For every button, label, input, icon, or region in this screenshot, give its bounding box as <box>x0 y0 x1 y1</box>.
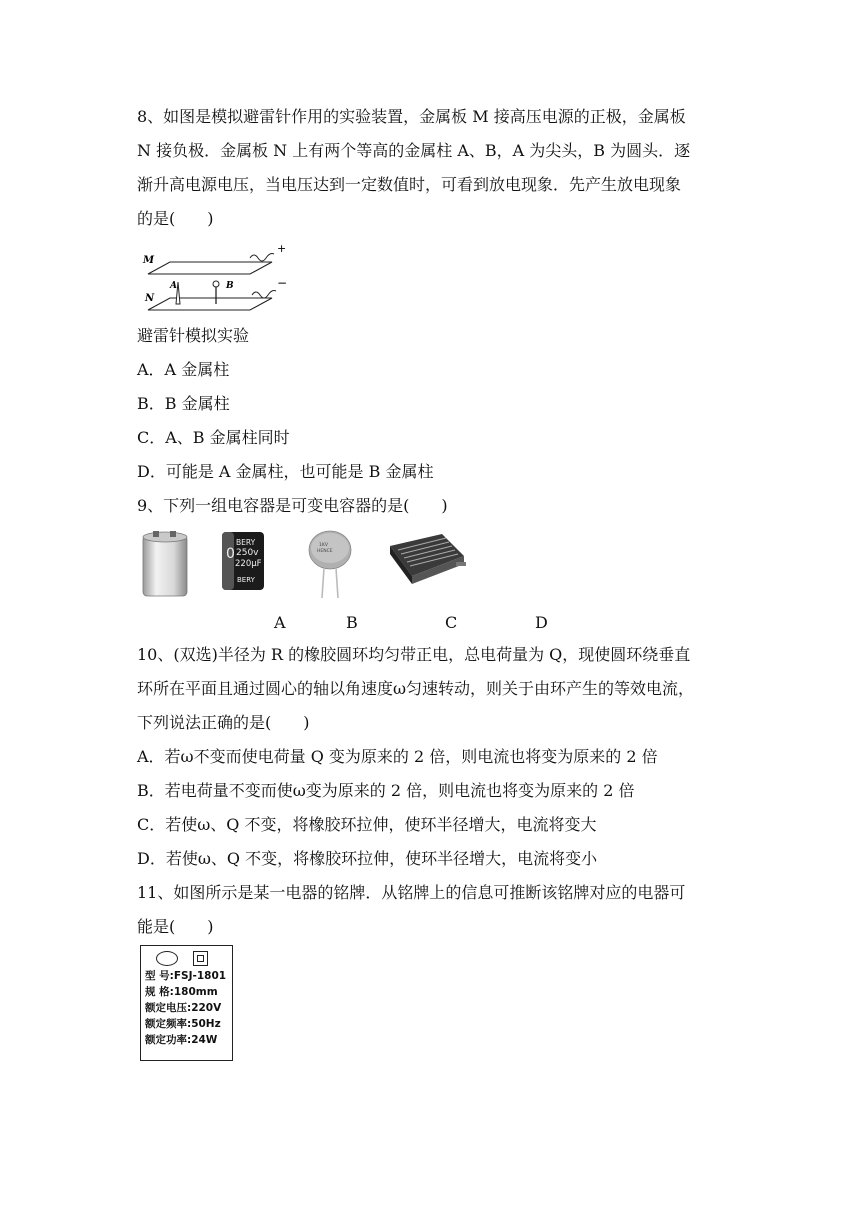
q10-option-d: D．若使ω、Q 不变，将橡胶环拉伸，使环半径增大，电流将变小 <box>137 849 598 868</box>
nameplate-symbols <box>141 946 232 968</box>
cap-b-brand: BERY <box>236 538 256 547</box>
nameplate-voltage: 额定电压:220V <box>145 1002 222 1014</box>
q10-option-b: B．若电荷量不变而使ω变为原来的 2 倍，则电流也将变为原来的 2 倍 <box>137 781 635 800</box>
cap-b-brand-bottom: BERY <box>237 576 255 584</box>
capacitor-b-image <box>220 530 266 594</box>
q10-option-a: A．若ω不变而使电荷量 Q 变为原来的 2 倍，则电流也将变为原来的 2 倍 <box>137 747 658 766</box>
q10-text-line1: 10、(双选)半径为 R 的橡胶圆环均匀带正电，总电荷量为 Q，现使圆环绕垂直 <box>137 645 691 664</box>
minus-sign: − <box>277 276 288 290</box>
cap-b-capacity: 220μF <box>235 559 262 569</box>
q10-option-c: C．若使ω、Q 不变，将橡胶环拉伸，使环半径增大，电流将变大 <box>137 815 597 834</box>
q8-figure-caption: 避雷针模拟实验 <box>137 326 250 345</box>
rod-b-label: B <box>226 281 234 291</box>
q11-text-line1: 11、如图所示是某一电器的铭牌．从铭牌上的信息可推断该铭牌对应的电器可 <box>137 883 686 902</box>
q8-text-line4: 的是( ) <box>137 209 214 228</box>
q8-text-line1: 8、如图是模拟避雷针作用的实验装置，金属板 M 接高压电源的正极，金属板 <box>137 107 686 126</box>
q8-option-a: A．A 金属柱 <box>137 360 230 379</box>
plus-sign: + <box>277 242 287 255</box>
capacitor-b-label: B <box>346 613 358 632</box>
square-symbol-icon <box>193 951 208 966</box>
capacitor-a-label: A <box>274 613 286 632</box>
plate-n-label: N <box>145 293 155 304</box>
svg-text:HENCE: HENCE <box>317 549 333 554</box>
q10-text-line3: 下列说法正确的是( ) <box>137 713 310 732</box>
nameplate <box>140 945 233 1061</box>
nameplate-frequency: 额定频率:50Hz <box>145 1018 221 1030</box>
capacitor-a-image <box>140 528 190 598</box>
nameplate-model: 型 号:FSJ-1801 <box>145 970 227 982</box>
q8-text-line3: 渐升高电源电压，当电压达到一定数值时，可看到放电现象．先产生放电现象 <box>137 175 682 194</box>
q8-option-b: B．B 金属柱 <box>137 394 230 413</box>
plate-m-label: M <box>143 255 155 266</box>
double-insulation-oval-icon <box>156 951 178 966</box>
capacitor-d-image <box>384 528 468 588</box>
capacitor-c-image <box>305 528 355 600</box>
svg-text:1KV: 1KV <box>319 543 328 548</box>
rod-a-label: A <box>170 281 177 291</box>
lightning-rod-figure <box>140 238 300 320</box>
q10-text-line2: 环所在平面且通过圆心的轴以角速度ω匀速转动，则关于由环产生的等效电流， <box>137 679 695 698</box>
q8-option-d: D．可能是 A 金属柱，也可能是 B 金属柱 <box>137 462 434 481</box>
q8-option-c: C．A、B 金属柱同时 <box>137 428 290 447</box>
capacitor-d-label: D <box>535 613 548 632</box>
capacitor-c-label: C <box>445 613 458 632</box>
nameplate-spec: 规 格:180mm <box>145 986 218 998</box>
cap-b-voltage: 250v <box>236 548 259 558</box>
svg-text:0: 0 <box>226 546 235 562</box>
q9-text-line1: 9、下列一组电容器是可变电容器的是( ) <box>137 496 448 515</box>
nameplate-power: 额定功率:24W <box>145 1034 218 1046</box>
q11-text-line2: 能是( ) <box>137 917 214 936</box>
q8-text-line2: N 接负极．金属板 N 上有两个等高的金属柱 A、B，A 为尖头，B 为圆头．逐 <box>137 141 691 160</box>
